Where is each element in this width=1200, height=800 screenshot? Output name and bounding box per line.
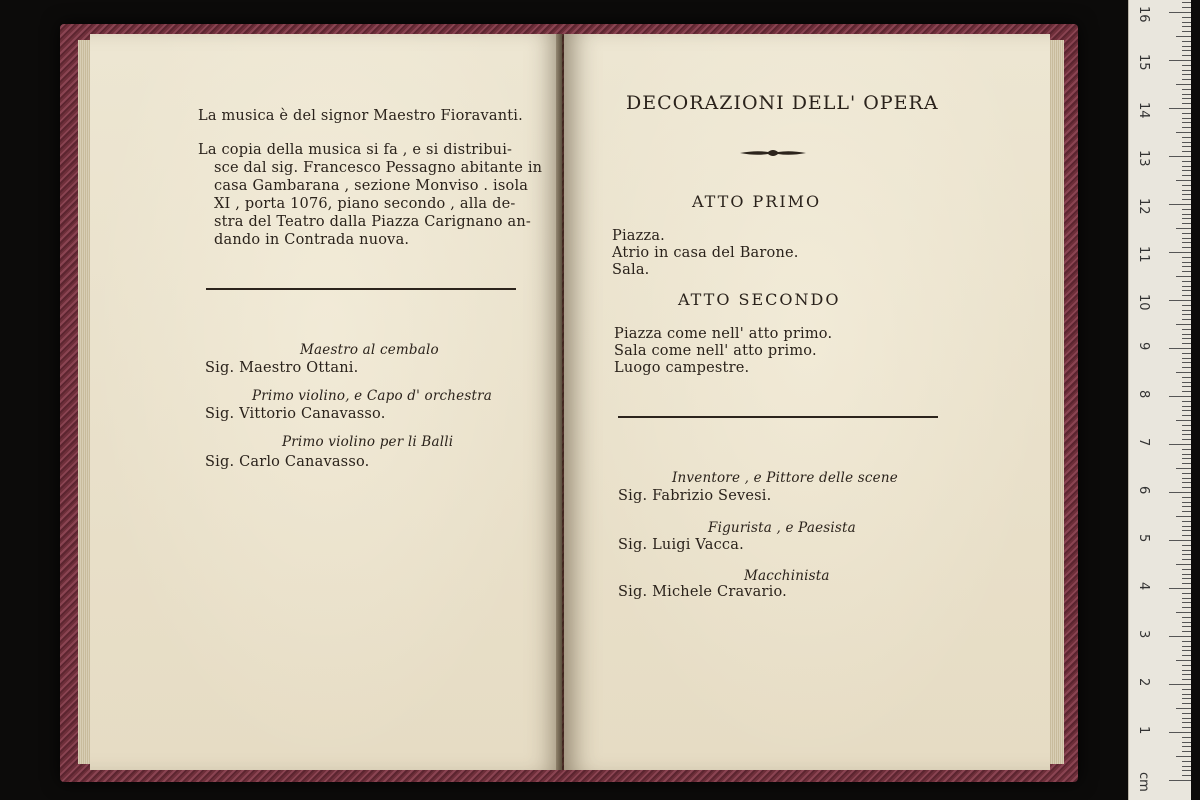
ruler-tick: [1182, 727, 1191, 728]
ruler-tick: [1182, 535, 1191, 536]
ruler-tick: [1169, 732, 1191, 733]
ruler-tick: [1182, 194, 1191, 195]
ruler-tick: [1182, 386, 1191, 387]
ruler-tick: [1176, 228, 1191, 229]
ruler-tick: [1182, 142, 1191, 143]
ruler-tick: [1182, 689, 1191, 690]
ruler-tick: [1182, 526, 1191, 527]
ruler-tick: [1182, 665, 1191, 666]
ruler-tick: [1176, 468, 1191, 469]
ruler-tick: [1182, 746, 1191, 747]
ruler-tick: [1182, 70, 1191, 71]
ruler-tick: [1182, 166, 1191, 167]
credit-name: Sig. Vittorio Canavasso.: [205, 406, 386, 422]
ruler-tick: [1182, 602, 1191, 603]
ruler-tick: [1182, 679, 1191, 680]
ruler-tick: [1182, 713, 1191, 714]
ruler-tick: [1182, 617, 1191, 618]
ruler-cm-label: 15: [1136, 54, 1151, 71]
ruler-tick: [1182, 650, 1191, 651]
ruler-tick: [1182, 622, 1191, 623]
ruler-tick: [1182, 578, 1191, 579]
ruler-tick: [1182, 353, 1191, 354]
ruler-tick: [1182, 170, 1191, 171]
ruler-tick: [1182, 79, 1191, 80]
ruler-tick: [1182, 41, 1191, 42]
ruler-tick: [1182, 50, 1191, 51]
ruler-tick: [1182, 98, 1191, 99]
ruler-tick: [1182, 550, 1191, 551]
ruler-tick: [1182, 89, 1191, 90]
ruler-tick: [1182, 319, 1191, 320]
scene-line: Piazza come nell' atto primo.: [614, 326, 833, 342]
ruler-tick: [1182, 151, 1191, 152]
ruler-tick: [1176, 132, 1191, 133]
credit-name: Sig. Carlo Canavasso.: [205, 454, 370, 470]
ruler-tick: [1176, 180, 1191, 181]
act-heading: ATTO PRIMO: [692, 192, 822, 211]
ruler-tick: [1182, 766, 1191, 767]
ruler-tick: [1169, 588, 1191, 589]
ruler-tick: [1182, 569, 1191, 570]
ruler-cm-label: 16: [1136, 6, 1151, 23]
ruler-tick: [1169, 396, 1191, 397]
ruler-tick: [1182, 722, 1191, 723]
ruler-tick: [1182, 238, 1191, 239]
ruler-tick: [1182, 641, 1191, 642]
ruler-tick: [1176, 564, 1191, 565]
divider-rule: [206, 288, 516, 290]
ruler-tick: [1182, 22, 1191, 23]
ruler-tick: [1176, 660, 1191, 661]
measuring-ruler: [1128, 0, 1191, 800]
ruler-tick: [1176, 756, 1191, 757]
ruler-tick: [1182, 305, 1191, 306]
ruler-tick: [1182, 377, 1191, 378]
ruler-tick: [1182, 502, 1191, 503]
ruler-cm-label: 10: [1136, 294, 1151, 311]
ruler-tick: [1182, 434, 1191, 435]
ruler-tick: [1182, 583, 1191, 584]
ruler-tick: [1182, 55, 1191, 56]
ruler-tick: [1182, 698, 1191, 699]
ruler-tick: [1182, 718, 1191, 719]
ruler-tick: [1182, 391, 1191, 392]
ruler-tick: [1182, 358, 1191, 359]
credit-role: Primo violino, e Capo d' orchestra: [252, 388, 493, 404]
ruler-tick: [1182, 338, 1191, 339]
ruler-tick: [1182, 487, 1191, 488]
credit-name: Sig. Michele Cravario.: [618, 584, 787, 600]
ruler-tick: [1182, 118, 1191, 119]
ruler-cm-label: 5: [1136, 534, 1151, 543]
ruler-tick: [1182, 190, 1191, 191]
ruler-tick: [1182, 694, 1191, 695]
music-credit: La musica è del signor Maestro Fioravanti.: [198, 108, 523, 124]
copy-line: dando in Contrada nuova.: [214, 232, 410, 248]
ruler-tick: [1182, 415, 1191, 416]
ruler-tick: [1182, 607, 1191, 608]
ruler-tick: [1182, 286, 1191, 287]
ruler-cm-label: 11: [1136, 246, 1151, 263]
ruler-cm-label: 13: [1136, 150, 1151, 167]
copy-line: casa Gambarana , sezione Monviso . isola: [214, 178, 529, 194]
ruler-cm-label: 12: [1136, 198, 1151, 215]
ruler-tick: [1182, 626, 1191, 627]
ruler-tick: [1182, 113, 1191, 114]
ruler-tick: [1182, 458, 1191, 459]
ruler-tick: [1182, 382, 1191, 383]
ruler-tick: [1176, 84, 1191, 85]
ruler-tick: [1182, 770, 1191, 771]
ruler-tick: [1182, 295, 1191, 296]
ruler-tick: [1182, 742, 1191, 743]
ruler-tick: [1182, 146, 1191, 147]
ruler-tick: [1182, 425, 1191, 426]
ruler-tick: [1176, 516, 1191, 517]
ruler-tick: [1182, 137, 1191, 138]
credit-role: Maestro al cembalo: [300, 342, 439, 358]
ruler-tick: [1182, 218, 1191, 219]
ruler-tick: [1182, 247, 1191, 248]
ruler-tick: [1176, 276, 1191, 277]
ruler-tick: [1182, 233, 1191, 234]
ruler-tick: [1182, 703, 1191, 704]
page-edges-right: [1048, 40, 1064, 764]
ruler-tick: [1182, 31, 1191, 32]
ruler-tick: [1169, 348, 1191, 349]
ruler-tick: [1182, 122, 1191, 123]
ruler-tick: [1182, 530, 1191, 531]
ruler-tick: [1182, 775, 1191, 776]
ruler-tick: [1182, 161, 1191, 162]
copy-line: stra del Teatro dalla Piazza Carignano an-: [214, 214, 531, 230]
scene-line: Atrio in casa del Barone.: [612, 245, 799, 261]
ruler-tick: [1169, 156, 1191, 157]
ruler-tick: [1182, 281, 1191, 282]
ruler-tick: [1182, 406, 1191, 407]
ruler-tick: [1182, 185, 1191, 186]
divider-rule: [618, 416, 938, 418]
ruler-tick: [1169, 444, 1191, 445]
ruler-tick: [1182, 257, 1191, 258]
ruler-tick: [1182, 271, 1191, 272]
ruler-cm-label: 4: [1136, 582, 1151, 591]
ruler-tick: [1182, 362, 1191, 363]
ruler-tick: [1182, 343, 1191, 344]
ruler-tick: [1176, 612, 1191, 613]
ruler-tick: [1182, 598, 1191, 599]
credit-role: Macchinista: [744, 568, 830, 584]
ruler-tick: [1182, 631, 1191, 632]
ruler-cm-label: 7: [1136, 438, 1151, 447]
ruler-cm-label: 6: [1136, 486, 1151, 495]
ruler-tick: [1182, 329, 1191, 330]
ruler-tick: [1182, 199, 1191, 200]
ruler-tick: [1182, 737, 1191, 738]
credit-name: Sig. Maestro Ottani.: [205, 360, 359, 376]
ruler-tick: [1169, 540, 1191, 541]
ruler-cm-label: 3: [1136, 630, 1151, 639]
ruler-tick: [1182, 242, 1191, 243]
ruler-tick: [1182, 655, 1191, 656]
ruler-tick: [1182, 310, 1191, 311]
ruler-tick: [1182, 751, 1191, 752]
ruler-tick: [1182, 290, 1191, 291]
ruler-tick: [1182, 593, 1191, 594]
ruler-tick: [1182, 17, 1191, 18]
ruler-tick: [1182, 94, 1191, 95]
ruler-tick: [1182, 454, 1191, 455]
ruler-tick: [1182, 401, 1191, 402]
ruler-tick: [1182, 2, 1191, 3]
ruler-cm-label: 2: [1136, 678, 1151, 687]
copy-line: La copia della musica si fa , e si distribui-: [198, 142, 513, 158]
ruler-cm-label: 8: [1136, 390, 1151, 399]
credit-name: Sig. Luigi Vacca.: [618, 537, 744, 553]
ornament-icon: [738, 146, 808, 160]
ruler-tick: [1169, 780, 1191, 781]
ruler-tick: [1182, 545, 1191, 546]
ruler-tick: [1169, 204, 1191, 205]
ruler-tick: [1182, 521, 1191, 522]
ruler-tick: [1176, 36, 1191, 37]
ruler-tick: [1182, 511, 1191, 512]
ruler-tick: [1182, 449, 1191, 450]
ruler-tick: [1182, 103, 1191, 104]
ruler-tick: [1182, 478, 1191, 479]
ruler-tick: [1182, 670, 1191, 671]
page-title: DECORAZIONI DELL' OPERA: [626, 92, 939, 114]
ruler-tick: [1169, 60, 1191, 61]
ruler-tick: [1169, 252, 1191, 253]
ruler-tick: [1169, 492, 1191, 493]
ruler-tick: [1182, 430, 1191, 431]
ruler-tick: [1182, 574, 1191, 575]
ruler-tick: [1182, 7, 1191, 8]
ruler-tick: [1182, 334, 1191, 335]
ruler-tick: [1182, 209, 1191, 210]
scene-line: Sala come nell' atto primo.: [614, 343, 817, 359]
ruler-tick: [1182, 46, 1191, 47]
copy-line: sce dal sig. Francesco Pessagno abitante in: [214, 160, 543, 176]
scene-line: Luogo campestre.: [614, 360, 750, 376]
ruler-tick: [1169, 108, 1191, 109]
ruler-tick: [1182, 506, 1191, 507]
ruler-tick: [1182, 314, 1191, 315]
ruler-tick: [1182, 554, 1191, 555]
ruler-tick: [1182, 175, 1191, 176]
ruler-tick: [1182, 761, 1191, 762]
credit-role: Primo violino per li Balli: [282, 434, 454, 450]
ruler-tick: [1176, 708, 1191, 709]
ruler-tick: [1182, 497, 1191, 498]
ruler-tick: [1182, 214, 1191, 215]
ruler-tick: [1182, 674, 1191, 675]
ruler-tick: [1182, 482, 1191, 483]
ruler-tick: [1176, 420, 1191, 421]
left-page: [90, 34, 562, 770]
ruler-tick: [1182, 463, 1191, 464]
ruler-cm-label: 1: [1136, 726, 1151, 735]
ruler-tick: [1182, 439, 1191, 440]
credit-name: Sig. Fabrizio Sevesi.: [618, 488, 772, 504]
copy-line: XI , porta 1076, piano secondo , alla de-: [214, 196, 516, 212]
ruler-unit-label: cm: [1136, 772, 1151, 792]
ruler-tick: [1182, 559, 1191, 560]
ruler-tick: [1182, 74, 1191, 75]
ruler-tick: [1182, 410, 1191, 411]
ruler-tick: [1169, 636, 1191, 637]
scene-line: Sala.: [612, 262, 650, 278]
act-heading: ATTO SECONDO: [678, 290, 841, 309]
ruler-tick: [1182, 65, 1191, 66]
ruler-tick: [1169, 12, 1191, 13]
ruler-tick: [1182, 367, 1191, 368]
ruler-cm-label: 9: [1136, 342, 1151, 351]
ruler-tick: [1169, 684, 1191, 685]
ruler-tick: [1182, 262, 1191, 263]
right-page: [564, 34, 1050, 770]
ruler-tick: [1176, 324, 1191, 325]
ruler-tick: [1182, 646, 1191, 647]
ruler-tick: [1182, 473, 1191, 474]
ruler-tick: [1182, 223, 1191, 224]
credit-role: Inventore , e Pittore delle scene: [672, 470, 898, 486]
scene-line: Piazza.: [612, 228, 665, 244]
ruler-tick: [1182, 266, 1191, 267]
credit-role: Figurista , e Paesista: [708, 520, 856, 536]
ruler-tick: [1176, 372, 1191, 373]
ruler-cm-label: 14: [1136, 102, 1151, 119]
ruler-tick: [1169, 300, 1191, 301]
ruler-tick: [1182, 26, 1191, 27]
ruler-tick: [1182, 127, 1191, 128]
